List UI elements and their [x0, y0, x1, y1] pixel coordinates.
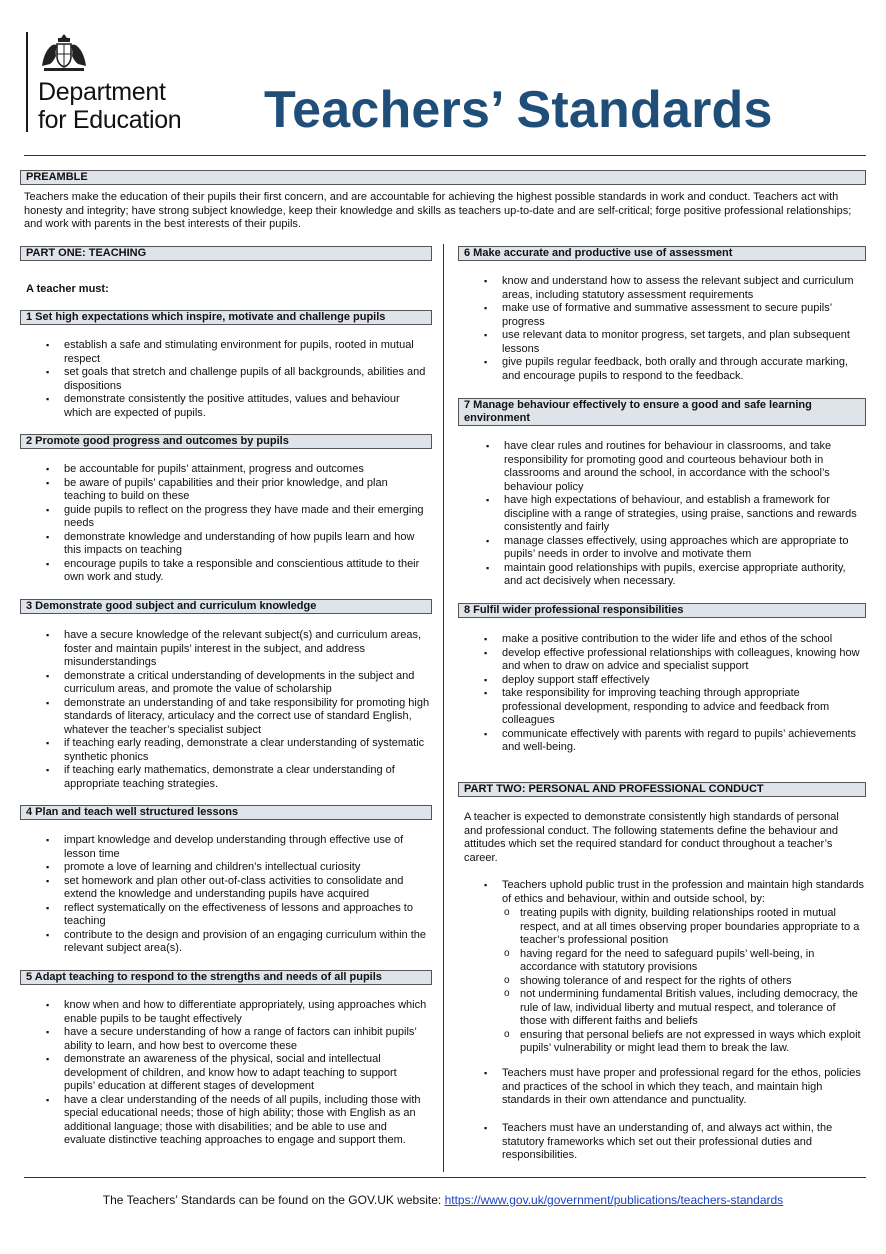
list-item: ▪ establish a safe and stimulating environment for pupils, rooted in mutual respect: [46, 339, 430, 366]
preamble-text: Teachers make the education of their pupils their first concern, and are accountable for achieving the highest possible standards in work and conduct. Teachers act with honesty and integrity; have strong subject knowledge, keep their knowledge and skills as teachers up-to-date and are self-critical; forge positive professional relationships; and work with parents in the best interests of their pupils.: [24, 191, 852, 230]
sub-list-item: o ensuring that personal beliefs are not expressed in ways which exploit pupils’ vulnerability or might lead them to break the law.: [502, 1029, 864, 1056]
preamble-heading: PREAMBLE: [20, 170, 866, 185]
royal-coat-of-arms-icon: [38, 32, 90, 74]
list-item: ▪ demonstrate consistently the positive attitudes, values and behaviour which are expected of pupils.: [46, 393, 430, 420]
page-title: Teachers’ Standards: [264, 81, 773, 139]
list-item: ▪ have a secure understanding of how a range of factors can inhibit pupils’ ability to learn, and how best to overcome these: [46, 1026, 430, 1053]
list-item: ▪ manage classes effectively, using approaches which are appropriate to pupils’ needs in order to involve and motivate them: [486, 535, 862, 562]
section-6-list: [484, 275, 860, 383]
list-item: [484, 879, 864, 1056]
footer-divider: [24, 1177, 866, 1178]
document-header: [0, 0, 886, 160]
section-2-heading: 2 Promote good progress and outcomes by pupils: [20, 434, 432, 449]
logo-text-department: Department: [38, 78, 166, 106]
sub-list-item: o treating pupils with dignity, building relationships rooted in mutual respect, and at all times observing proper boundaries appropriate to a teacher’s professional position: [502, 907, 864, 948]
list-item: ▪ demonstrate knowledge and understanding of how pupils learn and how this impacts on teaching: [46, 531, 430, 558]
section-1-heading: 1 Set high expectations which inspire, motivate and challenge pupils: [20, 310, 432, 325]
list-item: ▪ have high expectations of behaviour, and establish a framework for discipline with a range of strategies, using praise, sanctions and rewards consistently and fairly: [486, 494, 862, 535]
list-item: ▪ demonstrate an understanding of and take responsibility for promoting high standards of literacy, articulacy and the correct use of standard English, whatever the teacher’s specialist subject: [46, 697, 430, 738]
section-4-heading: 4 Plan and teach well structured lessons: [20, 805, 432, 820]
list-item: ▪ Teachers must have an understanding of, and always act within, the statutory frameworks which set out their professional duties and responsibilities.: [484, 1122, 864, 1163]
list-item: ▪ make a positive contribution to the wider life and ethos of the school: [484, 633, 860, 647]
list-item: ▪ reflect systematically on the effectiveness of lessons and approaches to teaching: [46, 902, 430, 929]
list-item: ▪ communicate effectively with parents with regard to pupils’ achievements and well-being.: [484, 728, 860, 755]
list-item: ▪ take responsibility for improving teaching through appropriate professional development, responding to advice and feedback from colleagues: [484, 687, 860, 728]
header-divider: [24, 155, 866, 156]
part-two-item-3: [484, 1122, 864, 1163]
column-divider: [443, 244, 444, 1172]
section-3-list: [46, 629, 430, 791]
list-item: ▪ develop effective professional relationships with colleagues, knowing how and when to draw on advice and specialist support: [484, 647, 860, 674]
list-item: ▪ have a secure knowledge of the relevant subject(s) and curriculum areas, foster and maintain pupils’ interest in the subject, and address misunderstandings: [46, 629, 430, 670]
list-item: ▪ guide pupils to reflect on the progress they have made and their emerging needs: [46, 504, 430, 531]
section-2-list: [46, 463, 430, 585]
list-item: ▪ know when and how to differentiate appropriately, using approaches which enable pupils to be taught effectively: [46, 999, 430, 1026]
list-item: ▪ make use of formative and summative assessment to secure pupils’ progress: [484, 302, 860, 329]
section-8-heading: 8 Fulfil wider professional responsibilities: [458, 603, 866, 618]
part-two-heading: PART TWO: PERSONAL AND PROFESSIONAL CONDUCT: [458, 782, 866, 797]
conduct-sublist: [502, 907, 864, 1056]
list-item: ▪ be accountable for pupils’ attainment, progress and outcomes: [46, 463, 430, 477]
list-item: ▪ deploy support staff effectively: [484, 674, 860, 688]
footer: [0, 1193, 886, 1207]
sub-list-item: o not undermining fundamental British values, including democracy, the rule of law, individual liberty and mutual respect, and tolerance of those with different faiths and beliefs: [502, 988, 864, 1029]
list-item: ▪ contribute to the design and provision of an engaging curriculum within the relevant subject area(s).: [46, 929, 430, 956]
list-item: ▪ impart knowledge and develop understanding through effective use of lesson time: [46, 834, 430, 861]
part-one-heading: PART ONE: TEACHING: [20, 246, 432, 261]
section-4-list: [46, 834, 430, 956]
part-two-item-2: [484, 1067, 864, 1108]
list-item: ▪ demonstrate an awareness of the physical, social and intellectual development of children, and know how to adapt teaching to support pupils’ education at different stages of development: [46, 1053, 430, 1094]
list-item: ▪ promote a love of learning and children’s intellectual curiosity: [46, 861, 430, 875]
part-two-intro: A teacher is expected to demonstrate consistently high standards of personal and professional conduct. The following statements define the behaviour and attitudes which set the required standard for conduct throughout a teacher’s career.: [464, 811, 839, 864]
list-item: ▪ set goals that stretch and challenge pupils of all backgrounds, abilities and dispositions: [46, 366, 430, 393]
part-two-item-1: [484, 879, 864, 1056]
list-item: ▪ encourage pupils to take a responsible and conscientious attitude to their own work and study.: [46, 558, 430, 585]
section-6-heading: 6 Make accurate and productive use of assessment: [458, 246, 866, 261]
section-8-list: [484, 633, 860, 755]
sub-list-item: o having regard for the need to safeguard pupils’ well-being, in accordance with statutory provisions: [502, 948, 864, 975]
list-item: ▪ be aware of pupils’ capabilities and their prior knowledge, and plan teaching to build on these: [46, 477, 430, 504]
section-5-heading: 5 Adapt teaching to respond to the strengths and needs of all pupils: [20, 970, 432, 985]
section-7-heading: 7 Manage behaviour effectively to ensure a good and safe learning environment: [458, 398, 866, 426]
list-item: ▪ if teaching early reading, demonstrate a clear understanding of systematic synthetic phonics: [46, 737, 430, 764]
section-5-list: [46, 999, 430, 1148]
dfe-logo: [26, 32, 196, 132]
footer-link[interactable]: https://www.gov.uk/government/publications/teachers-standards: [444, 1193, 784, 1207]
list-item: ▪ demonstrate a critical understanding of developments in the subject and curriculum areas, and promote the value of scholarship: [46, 670, 430, 697]
list-item: ▪ have a clear understanding of the needs of all pupils, including those with special educational needs; those of high ability; those with English as an additional language; those with disabilities; and be able to use and evaluate distinctive teaching approaches to engage and support them.: [46, 1094, 430, 1148]
section-7-list: [486, 440, 862, 589]
list-item: ▪ Teachers must have proper and professional regard for the ethos, policies and practices of the school in which they teach, and maintain high standards in their own attendance and punctuality.: [484, 1067, 864, 1108]
footer-text: The Teachers’ Standards can be found on the GOV.UK website:: [102, 1193, 445, 1207]
list-item: ▪ set homework and plan other out-of-class activities to consolidate and extend the knowledge and understanding pupils have acquired: [46, 875, 430, 902]
logo-text-for-education: for Education: [38, 106, 182, 134]
sub-list-item: o showing tolerance of and respect for the rights of others: [502, 975, 864, 989]
section-1-list: [46, 339, 430, 420]
list-item: ▪ give pupils regular feedback, both orally and through accurate marking, and encourage pupils to respond to the feedback.: [484, 356, 860, 383]
list-item: ▪ maintain good relationships with pupils, exercise appropriate authority, and act decisively when necessary.: [486, 562, 862, 589]
list-item: ▪ use relevant data to monitor progress, set targets, and plan subsequent lessons: [484, 329, 860, 356]
list-item-text: Teachers uphold public trust in the profession and maintain high standards of ethics and behaviour, within and outside school, by:: [502, 879, 865, 905]
list-item: ▪ if teaching early mathematics, demonstrate a clear understanding of appropriate teaching strategies.: [46, 764, 430, 791]
list-item: ▪ have clear rules and routines for behaviour in classrooms, and take responsibility for promoting good and courteous behaviour both in classrooms and around the school, in accordance with the school’s behaviour policy: [486, 440, 862, 494]
section-3-heading: 3 Demonstrate good subject and curriculum knowledge: [20, 599, 432, 614]
part-one-intro: A teacher must:: [26, 283, 109, 295]
list-item: ▪ know and understand how to assess the relevant subject and curriculum areas, including statutory assessment requirements: [484, 275, 860, 302]
